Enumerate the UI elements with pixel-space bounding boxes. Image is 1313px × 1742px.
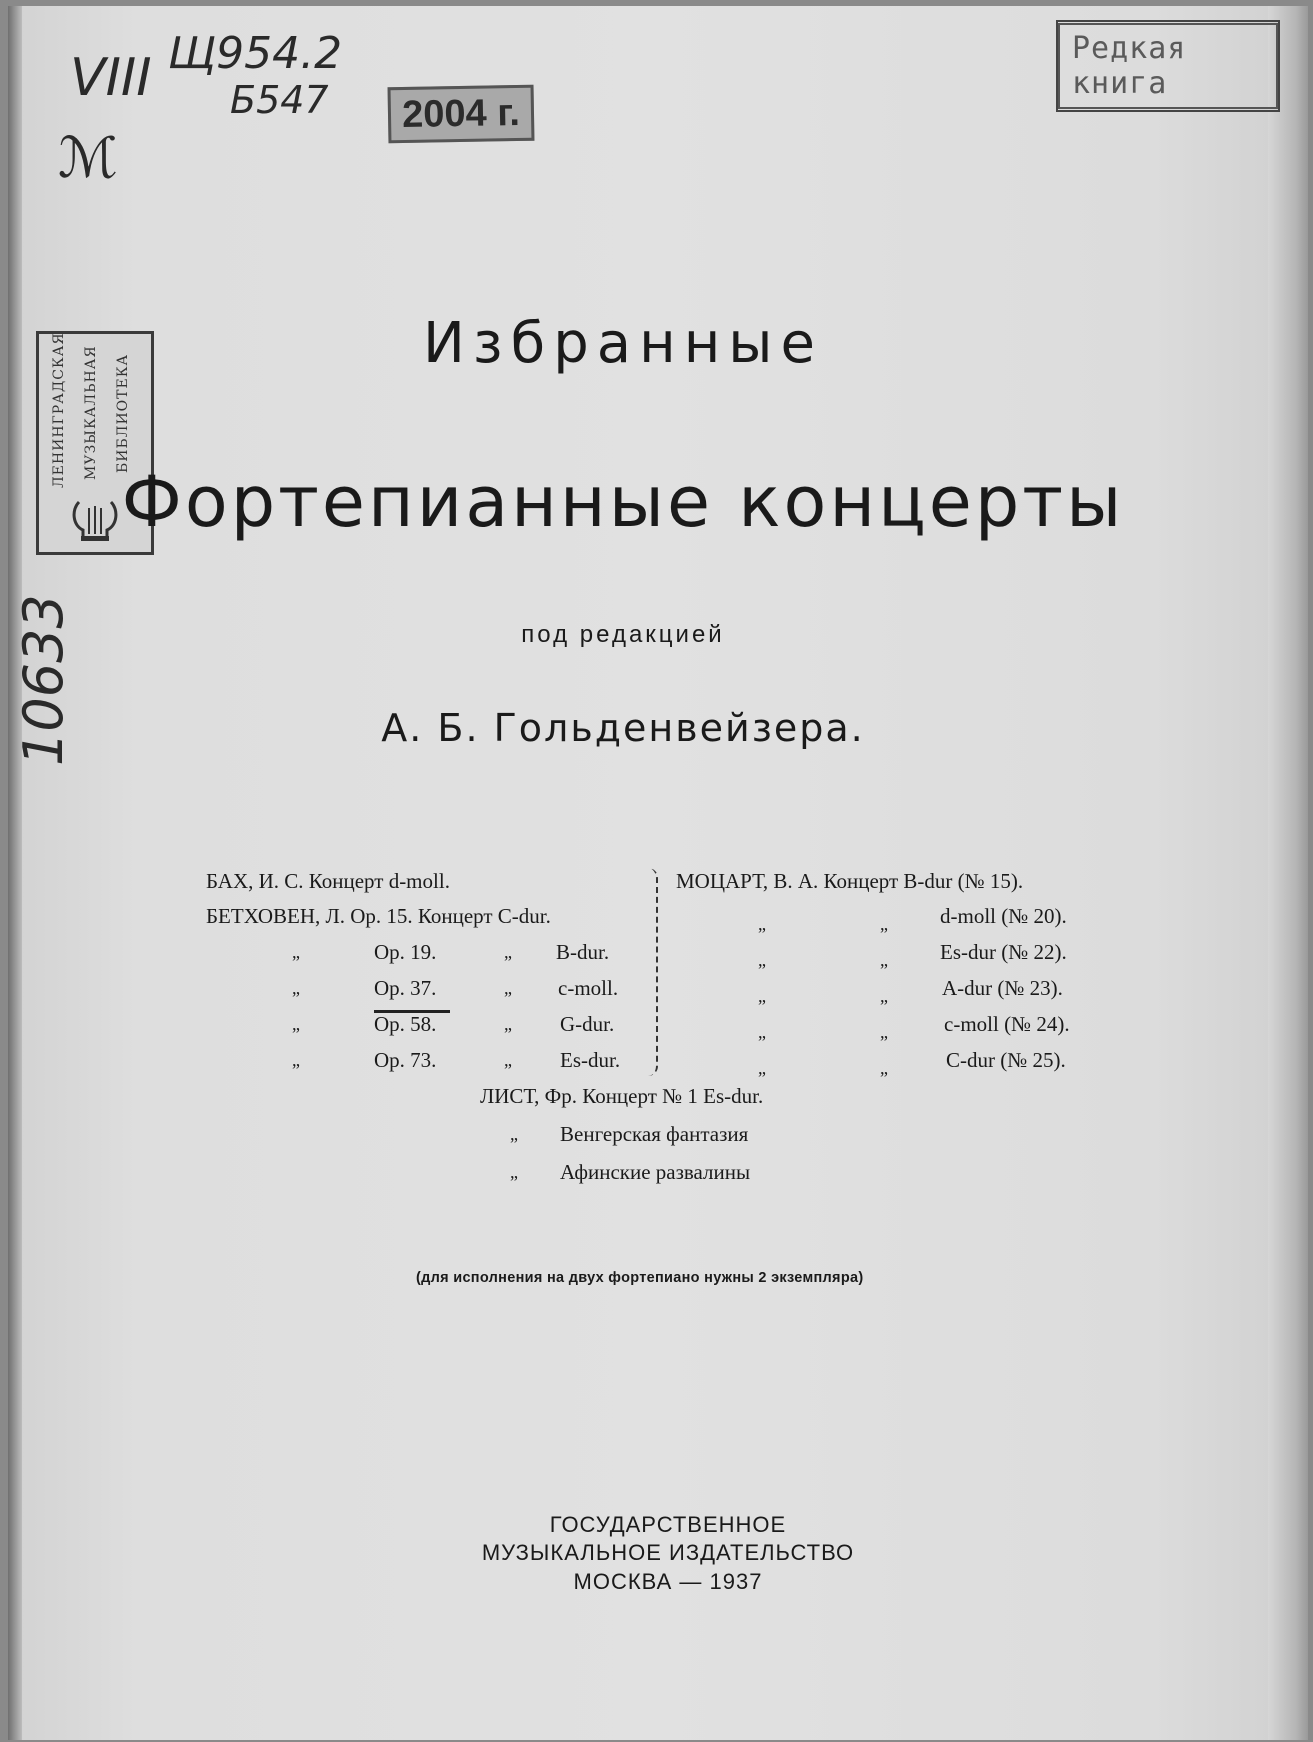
liszt-heading: ЛИСТ, Фр. Концерт № 1 Es-dur. bbox=[480, 1084, 764, 1108]
year-stamp: 2004 г. bbox=[388, 85, 535, 144]
beethoven-ditto: „ bbox=[504, 1014, 512, 1034]
mozart-ditto: „ bbox=[880, 914, 888, 934]
beethoven-ditto: „ bbox=[504, 1050, 512, 1070]
beethoven-key: G-dur. bbox=[560, 1012, 615, 1036]
editor-name: А. Б. Гольденвейзера. bbox=[381, 706, 865, 750]
library-stamp-line: ЛЕНИНГРАДСКАЯ bbox=[51, 332, 67, 488]
mozart-ditto: „ bbox=[880, 950, 888, 970]
beethoven-opus: Ор. 58. bbox=[374, 1012, 437, 1036]
beethoven-opus: Ор. 37. bbox=[374, 976, 437, 1000]
publisher-place-year: МОСКВА — 1937 bbox=[573, 1569, 763, 1594]
beethoven-ditto: „ bbox=[504, 978, 512, 998]
rare-book-stamp bbox=[1056, 20, 1280, 112]
handwritten-mark: VIII bbox=[70, 48, 152, 108]
liszt-ditto: „ bbox=[510, 1162, 518, 1182]
publisher-line1: ГОСУДАРСТВЕННОЕ bbox=[549, 1512, 787, 1537]
mozart-ditto: „ bbox=[880, 1022, 888, 1042]
beethoven-ditto: „ bbox=[292, 942, 300, 962]
beethoven-ditto: „ bbox=[292, 1014, 300, 1034]
page-edge-right bbox=[1268, 6, 1308, 1740]
mozart-key: C-dur (№ 25). bbox=[946, 1048, 1066, 1072]
title-page bbox=[8, 6, 1308, 1740]
beethoven-opus: Ор. 19. bbox=[374, 940, 437, 964]
title-line2: Фортепианные концерты bbox=[121, 461, 1125, 543]
beethoven-ditto: „ bbox=[504, 942, 512, 962]
shelf-code-line2: Б547 bbox=[230, 78, 329, 122]
mozart-key: d-moll (№ 20). bbox=[940, 904, 1067, 928]
beethoven-key: c-moll. bbox=[558, 976, 619, 1000]
beethoven-ditto: „ bbox=[292, 1050, 300, 1070]
liszt-work: Венгерская фантазия bbox=[560, 1122, 749, 1146]
handwritten-initial: ℳ bbox=[58, 126, 118, 191]
library-stamp-line: БИБЛИОТЕКА bbox=[115, 353, 131, 473]
inventory-number: 10633 bbox=[12, 594, 75, 766]
mozart-ditto: „ bbox=[758, 950, 766, 970]
mozart-key: Es-dur (№ 22). bbox=[940, 940, 1067, 964]
mozart-ditto: „ bbox=[880, 986, 888, 1006]
mozart-ditto: „ bbox=[880, 1058, 888, 1078]
beethoven-heading: БЕТХОВЕН, Л. Ор. 15. Концерт C-dur. bbox=[206, 904, 551, 928]
beethoven-key: Es-dur. bbox=[560, 1048, 621, 1072]
mozart-key: A-dur (№ 23). bbox=[942, 976, 1063, 1000]
column-brace bbox=[642, 868, 658, 1076]
mozart-heading: МОЦАРТ, В. А. Концерт B-dur (№ 15). bbox=[676, 869, 1024, 893]
publisher-line2: МУЗЫКАЛЬНОЕ ИЗДАТЕЛЬСТВО bbox=[481, 1540, 855, 1565]
beethoven-ditto: „ bbox=[292, 978, 300, 998]
mozart-ditto: „ bbox=[758, 1058, 766, 1078]
editor-prefix: под редакцией bbox=[521, 621, 725, 648]
beethoven-opus: Ор. 73. bbox=[374, 1048, 437, 1072]
mozart-ditto: „ bbox=[758, 1022, 766, 1042]
shelf-code-line1: Щ954.2 bbox=[168, 28, 343, 79]
liszt-work: Афинские развалины bbox=[560, 1160, 751, 1184]
title-line1: Избранные bbox=[423, 311, 823, 376]
bach-entry: БАХ, И. С. Концерт d-moll. bbox=[206, 869, 450, 893]
rare-book-stamp-text: Редкая книга bbox=[1058, 23, 1278, 109]
performance-note: (для исполнения на двух фортепиано нужны 2 экземпляра) bbox=[416, 1270, 864, 1286]
liszt-ditto: „ bbox=[510, 1124, 518, 1144]
mozart-key: c-moll (№ 24). bbox=[944, 1012, 1070, 1036]
beethoven-key: B-dur. bbox=[556, 940, 610, 964]
page-edge-left bbox=[8, 6, 22, 1740]
mozart-ditto: „ bbox=[758, 986, 766, 1006]
mozart-ditto: „ bbox=[758, 914, 766, 934]
library-stamp-line: МУЗЫКАЛЬНАЯ bbox=[83, 345, 99, 481]
